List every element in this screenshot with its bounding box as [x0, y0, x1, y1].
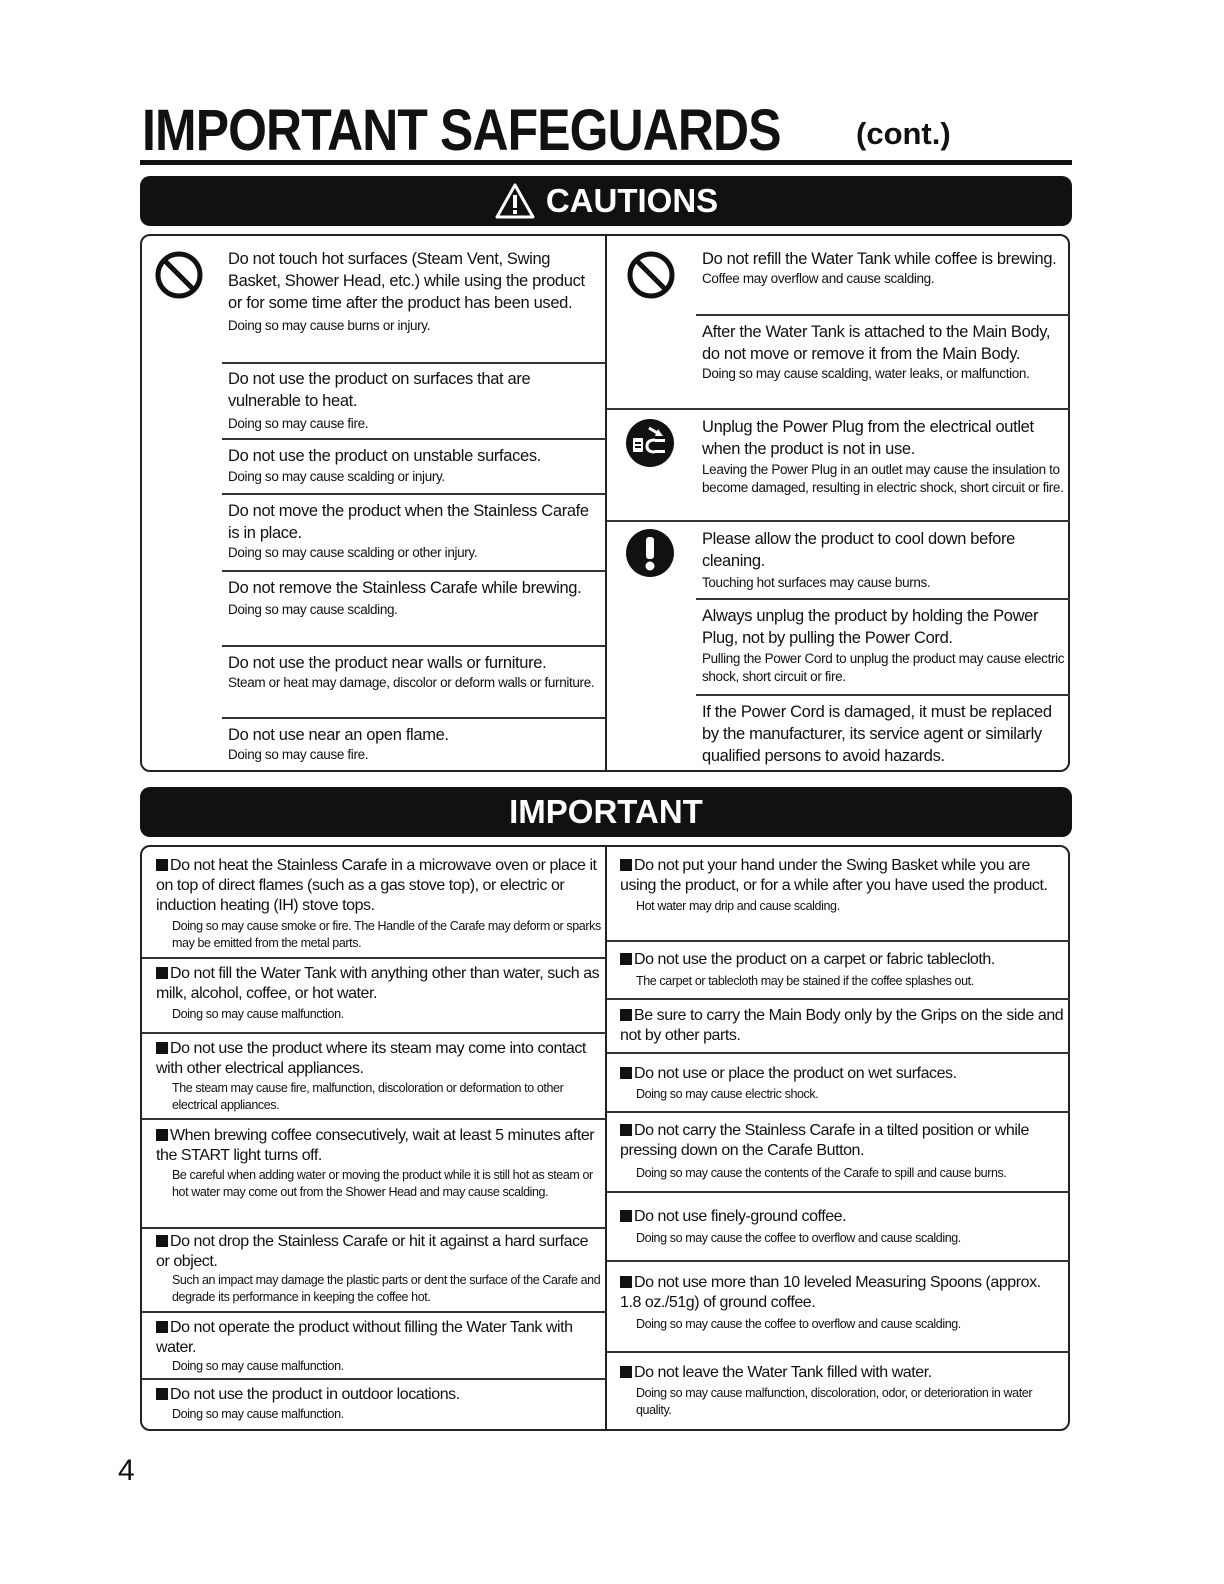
- important-heading: When brewing coffee consecutively, wait at least 5 minutes after the START light turns off.: [156, 1127, 595, 1164]
- important-note: The steam may cause fire, malfunction, discoloration or deformation to other electrical appliances.: [172, 1081, 564, 1112]
- caution-right-item-2: [702, 321, 1068, 383]
- important-heading: Be sure to carry the Main Body only by the Grips on the side and not by other parts.: [620, 1007, 1064, 1044]
- important-heading-row: [620, 950, 1064, 970]
- divider: [607, 1191, 1070, 1193]
- caution-note: Doing so may cause scalding or injury.: [228, 469, 445, 484]
- important-left-item-1: [156, 856, 602, 952]
- divider: [142, 957, 606, 959]
- cautions-banner: [140, 176, 1072, 226]
- bullet-square-icon: [620, 1009, 632, 1021]
- divider: [142, 1227, 606, 1229]
- important-heading: Do not fill the Water Tank with anything other than water, such as milk, alcohol, coffee, or hot water.: [156, 965, 600, 1002]
- divider: [142, 1118, 606, 1120]
- divider: [222, 717, 606, 719]
- important-note: Doing so may cause malfunction.: [172, 1407, 344, 1421]
- divider: [607, 1052, 1070, 1054]
- important-note: Doing so may cause the contents of the Carafe to spill and cause burns.: [636, 1166, 1007, 1180]
- important-heading-row: [620, 1121, 1064, 1161]
- important-heading-row: [620, 1363, 1064, 1383]
- bullet-square-icon: [156, 1042, 168, 1054]
- caution-left-item-7: [228, 724, 598, 764]
- caution-right-item-6: [702, 701, 1068, 767]
- important-banner: [140, 787, 1072, 837]
- important-heading: Do not carry the Stainless Carafe in a tilted position or while pressing down on the Carafe Button.: [620, 1122, 1029, 1159]
- important-heading: Do not use finely-ground coffee.: [634, 1208, 847, 1225]
- important-heading: Do not drop the Stainless Carafe or hit it against a hard surface or object.: [156, 1233, 589, 1270]
- divider: [222, 362, 606, 364]
- caution-left-item-4: [228, 500, 598, 562]
- divider: [222, 570, 606, 572]
- bullet-square-icon: [156, 1129, 168, 1141]
- important-heading: Do not operate the product without filling the Water Tank with water.: [156, 1319, 573, 1356]
- important-right-item-5: [620, 1121, 1064, 1182]
- divider: [222, 493, 606, 495]
- page-number: 4: [118, 1454, 135, 1487]
- caution-left-item-3: [228, 445, 598, 486]
- caution-right-item-3: [702, 416, 1068, 497]
- important-right-item-1: [620, 856, 1064, 915]
- bullet-square-icon: [620, 1067, 632, 1079]
- important-heading-row: [156, 1039, 602, 1079]
- divider: [607, 1351, 1070, 1353]
- caution-note: Touching hot surfaces may cause burns.: [702, 575, 931, 590]
- bullet-square-icon: [620, 953, 632, 965]
- important-note: Doing so may cause the coffee to overflow and cause scalding.: [636, 1317, 961, 1331]
- important-heading-row: [156, 1232, 602, 1272]
- caution-heading: If the Power Cord is damaged, it must be replaced by the manufacturer, its service agent or similarly qualified persons to avoid hazards.: [702, 703, 1052, 765]
- divider: [222, 438, 606, 440]
- important-left-item-7: [156, 1385, 602, 1423]
- divider: [607, 940, 1070, 942]
- caution-right-item-5: [702, 605, 1068, 686]
- caution-left-item-5: [228, 577, 598, 619]
- important-heading-row: [156, 1385, 602, 1405]
- cautions-column-divider: [605, 236, 607, 770]
- important-banner-label: IMPORTANT: [509, 793, 703, 830]
- caution-note: Steam or heat may damage, discolor or deform walls or furniture.: [228, 675, 595, 690]
- bullet-square-icon: [620, 1366, 632, 1378]
- caution-heading: Unplug the Power Plug from the electrical outlet when the product is not in use.: [702, 418, 1034, 458]
- divider: [142, 1311, 606, 1313]
- divider: [696, 694, 1070, 696]
- important-heading-row: [156, 1126, 602, 1166]
- important-note: Be careful when adding water or moving the product while it is still hot as steam or hot water may come out from the Shower Head and may cause scalding.: [172, 1168, 593, 1199]
- divider: [142, 1378, 606, 1380]
- unplug-icon: [625, 418, 675, 468]
- page-title: IMPORTANT SAFEGUARDS: [142, 98, 781, 163]
- divider: [607, 1260, 1070, 1262]
- caution-note: Doing so may cause scalding or other injury.: [228, 545, 478, 560]
- caution-right-item-4: [702, 528, 1068, 592]
- important-note: Doing so may cause smoke or fire. The Handle of the Carafe may deform or sparks may be emitted from the metal parts.: [172, 919, 601, 950]
- important-left-item-5: [156, 1232, 602, 1306]
- important-heading: Do not use the product in outdoor locations.: [170, 1386, 460, 1403]
- important-heading: Do not put your hand under the Swing Basket while you are using the product, or for a while after you have used the product.: [620, 857, 1048, 894]
- caution-heading: Do not use near an open flame.: [228, 726, 449, 744]
- bullet-square-icon: [620, 859, 632, 871]
- caution-heading: After the Water Tank is attached to the Main Body, do not move or remove it from the Main Body.: [702, 323, 1051, 363]
- important-note: Doing so may cause malfunction, discoloration, odor, or deterioration in water quality.: [636, 1386, 1033, 1417]
- bullet-square-icon: [620, 1210, 632, 1222]
- caution-heading: Always unplug the product by holding the Power Plug, not by pulling the Power Cord.: [702, 607, 1039, 647]
- important-heading-row: [620, 1064, 1064, 1084]
- important-note: Doing so may cause malfunction.: [172, 1007, 344, 1021]
- caution-heading: Do not use the product on surfaces that are vulnerable to heat.: [228, 370, 531, 410]
- important-heading: Do not use more than 10 leveled Measuring Spoons (approx. 1.8 oz./51g) of ground coffee.: [620, 1274, 1041, 1311]
- bullet-square-icon: [156, 859, 168, 871]
- divider: [607, 998, 1070, 1000]
- important-heading: Do not use the product where its steam may come into contact with other electrical appliances.: [156, 1040, 586, 1077]
- page-title-suffix: (cont.): [856, 116, 951, 151]
- important-left-item-6: [156, 1318, 602, 1375]
- mandatory-action-icon: [625, 528, 675, 578]
- important-right-item-2: [620, 950, 1064, 990]
- caution-note: Coffee may overflow and cause scalding.: [702, 271, 935, 286]
- important-heading-row: [156, 964, 602, 1004]
- cautions-banner-label: CAUTIONS: [545, 182, 719, 219]
- important-note: Such an impact may damage the plastic parts or dent the surface of the Carafe and degrade its performance in keeping the coffee hot.: [172, 1273, 601, 1304]
- warning-triangle-icon: [494, 182, 536, 220]
- caution-note: Doing so may cause fire.: [228, 416, 369, 431]
- important-note: The carpet or tablecloth may be stained if the coffee splashes out.: [636, 974, 974, 988]
- important-heading: Do not use or place the product on wet surfaces.: [634, 1065, 957, 1082]
- caution-heading: Do not refill the Water Tank while coffee is brewing.: [702, 250, 1057, 268]
- important-note: Doing so may cause the coffee to overflow and cause scalding.: [636, 1231, 961, 1245]
- important-right-item-8: [620, 1363, 1064, 1419]
- divider: [607, 408, 1070, 410]
- caution-heading: Do not touch hot surfaces (Steam Vent, Swing Basket, Shower Head, etc.) while using the product or for some time after the product has been used.: [228, 250, 585, 312]
- important-note: Doing so may cause electric shock.: [636, 1087, 819, 1101]
- caution-left-item-1: [228, 248, 598, 335]
- important-heading-row: [620, 1273, 1064, 1313]
- important-heading-row: [156, 1318, 602, 1358]
- caution-left-item-2: [228, 368, 598, 433]
- caution-note: Doing so may cause burns or injury.: [228, 318, 431, 333]
- prohibition-icon: [626, 250, 676, 300]
- divider: [607, 520, 1070, 522]
- important-left-item-2: [156, 964, 602, 1023]
- caution-note: Doing so may cause fire.: [228, 747, 369, 762]
- caution-heading: Do not use the product near walls or furniture.: [228, 654, 547, 672]
- caution-note: Doing so may cause scalding, water leaks, or malfunction.: [702, 366, 1030, 381]
- important-heading-row: [620, 1006, 1064, 1046]
- important-right-item-3: [620, 1006, 1064, 1046]
- page-title-bar: [140, 100, 1072, 165]
- bullet-square-icon: [156, 967, 168, 979]
- divider: [222, 645, 606, 647]
- important-note: Doing so may cause malfunction.: [172, 1359, 344, 1373]
- caution-right-item-1: [702, 248, 1068, 288]
- important-left-item-3: [156, 1039, 602, 1114]
- important-right-item-4: [620, 1064, 1064, 1103]
- caution-heading: Do not move the product when the Stainless Carafe is in place.: [228, 502, 589, 542]
- caution-left-item-6: [228, 652, 598, 692]
- caution-heading: Please allow the product to cool down before cleaning.: [702, 530, 1015, 570]
- important-heading-row: [620, 856, 1064, 896]
- bullet-square-icon: [620, 1124, 632, 1136]
- important-heading-row: [156, 856, 602, 916]
- caution-note: Pulling the Power Cord to unplug the product may cause electric shock, short circuit or fire.: [702, 651, 1065, 684]
- important-right-item-7: [620, 1273, 1064, 1333]
- important-right-item-6: [620, 1207, 1064, 1247]
- important-note: Hot water may drip and cause scalding.: [636, 899, 840, 913]
- divider: [696, 598, 1070, 600]
- important-heading: Do not heat the Stainless Carafe in a microwave oven or place it on top of direct flames (such as a gas stove top), or electric or induction heating (IH) stove tops.: [156, 857, 597, 914]
- caution-note: Doing so may cause scalding.: [228, 602, 398, 617]
- caution-note: Leaving the Power Plug in an outlet may cause the insulation to become damaged, resulting in electric shock, short circuit or fire.: [702, 462, 1064, 495]
- important-heading-row: [620, 1207, 1064, 1227]
- divider: [142, 1032, 606, 1034]
- bullet-square-icon: [156, 1388, 168, 1400]
- bullet-square-icon: [620, 1276, 632, 1288]
- divider: [696, 314, 1070, 316]
- bullet-square-icon: [156, 1235, 168, 1247]
- important-left-item-4: [156, 1126, 602, 1201]
- important-heading: Do not leave the Water Tank filled with water.: [634, 1364, 932, 1381]
- caution-heading: Do not remove the Stainless Carafe while brewing.: [228, 579, 582, 597]
- important-column-divider: [605, 847, 607, 1429]
- important-heading: Do not use the product on a carpet or fabric tablecloth.: [634, 951, 995, 968]
- caution-heading: Do not use the product on unstable surfaces.: [228, 447, 541, 465]
- prohibition-icon: [154, 250, 204, 300]
- divider: [607, 1111, 1070, 1113]
- bullet-square-icon: [156, 1321, 168, 1333]
